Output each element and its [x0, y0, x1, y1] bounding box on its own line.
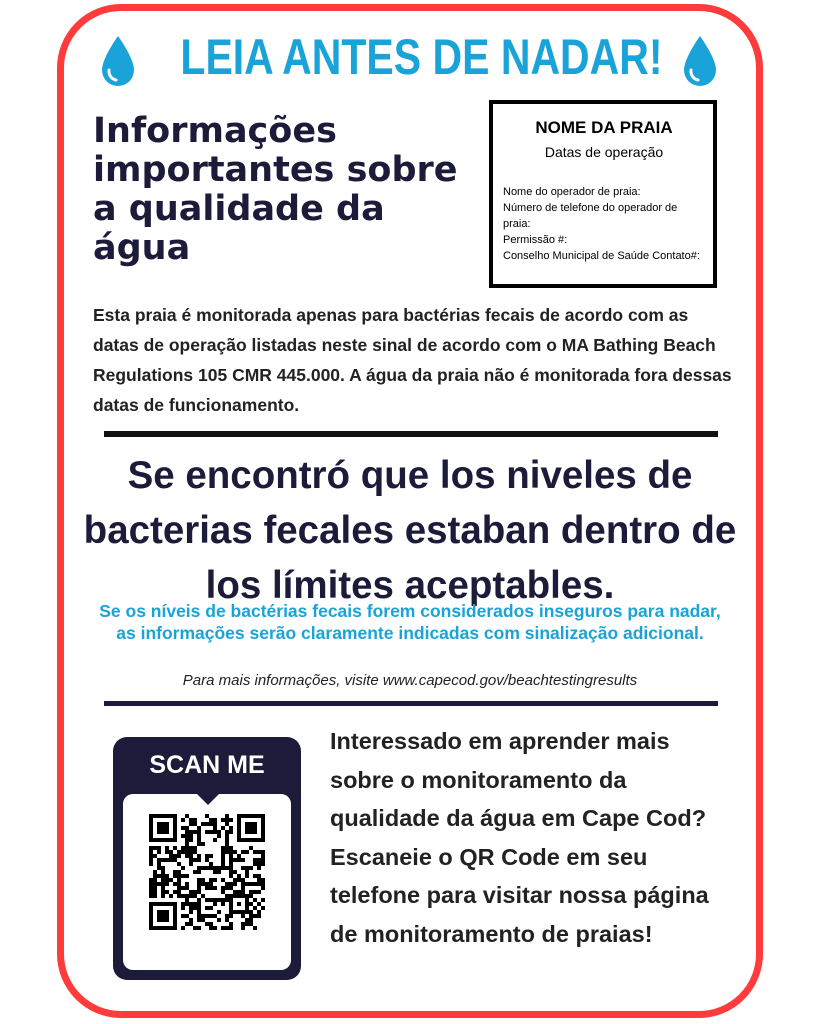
qr-panel — [123, 794, 291, 970]
info-field: Conselho Municipal de Saúde Contato#: — [503, 250, 700, 262]
speech-pointer — [197, 794, 219, 805]
more-info-link: Para mais informações, visite www.capecod.gov/beachtestingresults — [182, 672, 638, 689]
beach-info-box — [489, 100, 717, 288]
learn-more-text: Interessado em aprender mais sobre o monitoramento da qualidade da água em Cape Cod? Escaneie o QR Code em seu telefone para visitar nossa página de monitoramento de praias! — [330, 728, 709, 947]
status-message: Se encontró que los niveles de bacterias fecales estaban dentro de los límites aceptables. — [83, 454, 737, 607]
info-field: Número de telefone do operador de praia: — [503, 202, 678, 230]
water-drop-icon — [680, 34, 720, 90]
info-field-list — [503, 184, 705, 264]
scan-me-label: SCAN ME — [149, 751, 265, 779]
water-drop-icon — [98, 34, 138, 90]
divider — [104, 701, 718, 706]
info-field: Nome do operador de praia: — [503, 186, 641, 198]
divider — [104, 431, 718, 437]
qr-card — [113, 737, 301, 980]
qr-code-icon[interactable] — [149, 814, 265, 930]
page-heading: Informações importantes sobre a qualidade da água — [93, 111, 458, 268]
info-field: Permissão #: — [503, 234, 568, 246]
unsafe-notice: Se os níveis de bactérias fecais forem considerados inseguros para nadar, as informações serão claramente indicadas com sinalização adicional. — [99, 601, 721, 643]
sign-title: LEIA ANTES DE NADAR! — [180, 29, 663, 85]
operation-dates: Datas de operação — [544, 144, 664, 160]
monitoring-text: Esta praia é monitorada apenas para bactérias fecais de acordo com as datas de operação listadas neste sinal de acordo com o MA Bathing Beach Regulations 105 CMR 445.000. A água da praia não é monitorada fora dessas datas de funcionamento. — [93, 305, 732, 415]
beach-name: NOME DA PRAIA — [535, 118, 673, 137]
